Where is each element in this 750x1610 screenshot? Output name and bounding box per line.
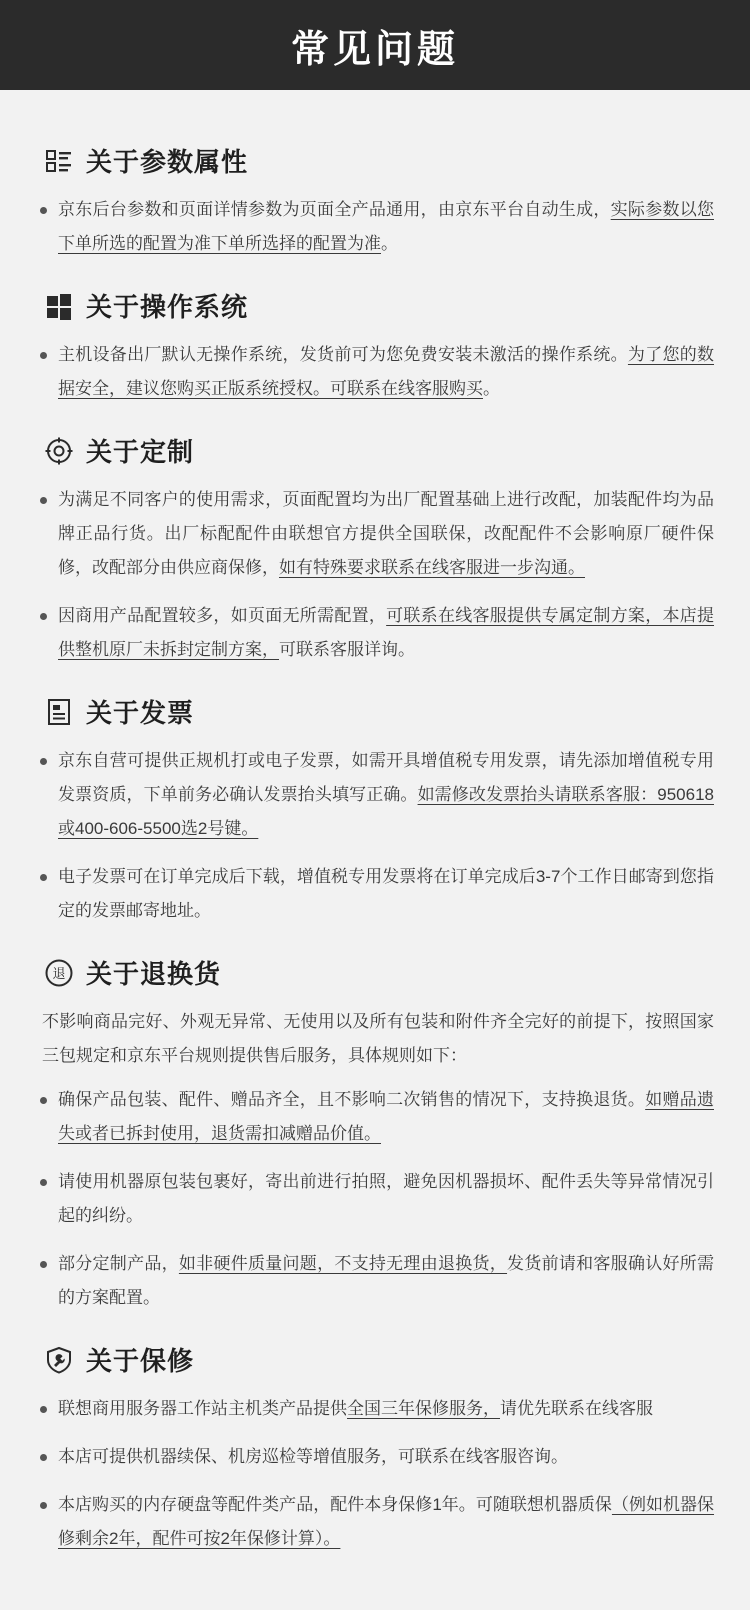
list-item — [36, 483, 714, 585]
windows-icon — [44, 291, 74, 321]
faq-section — [36, 142, 714, 261]
emphasis-text: 如有特殊要求联系在线客服进一步沟通。 — [279, 558, 585, 577]
body-text: 主机设备出厂默认无操作系统，发货前可为您免费安装未激活的操作系统。 — [58, 345, 628, 364]
section-title: 关于操作系统 — [86, 292, 249, 322]
body-text: 为满足不同客户的使用需求，页面配置均为出厂配置基础上进行改配，加装配件均为品牌正品行货。出厂标配配件由联想官方提供全国联保，改配配件不会影响原厂硬件保修，改配部分由供应商保修， — [58, 490, 714, 577]
section-title: 关于退换货 — [86, 959, 222, 989]
bullet-list — [36, 1083, 714, 1315]
emphasis-text: 如需修改发票抬头请联系客服：950618或400-606-5500选2号键。 — [58, 785, 714, 838]
list-item — [36, 1488, 714, 1556]
list-check-icon — [44, 146, 74, 176]
list-item — [36, 1083, 714, 1151]
faq-section — [36, 1341, 714, 1556]
section-title: 关于定制 — [86, 437, 195, 467]
list-item — [36, 744, 714, 846]
body-text: 。 — [381, 234, 398, 253]
body-text: 可联系客服详询。 — [279, 640, 415, 659]
bullet-list — [36, 338, 714, 406]
list-item — [36, 599, 714, 667]
return-icon — [44, 958, 74, 988]
list-item — [36, 1392, 714, 1426]
body-text: 本店可提供机器续保、机房巡检等增值服务，可联系在线客服咨询。 — [58, 1447, 568, 1466]
faq-content — [0, 90, 750, 1610]
list-item — [36, 1165, 714, 1233]
body-text: 确保产品包装、配件、赠品齐全，且不影响二次销售的情况下，支持换退货。 — [58, 1090, 646, 1109]
body-text: 请优先联系在线客服 — [500, 1399, 653, 1418]
emphasis-text: 如赠品遗失或者已拆封使用，退货需扣减赠品价值。 — [58, 1090, 714, 1143]
section-header — [44, 142, 714, 179]
section-title: 关于参数属性 — [86, 147, 249, 177]
body-text: 联想商用服务器工作站主机类产品提供 — [58, 1399, 347, 1418]
list-item — [36, 860, 714, 928]
bullet-list — [36, 744, 714, 928]
faq-section — [36, 287, 714, 406]
list-item — [36, 1440, 714, 1474]
body-text: 因商用产品配置较多，如页面无所需配置， — [58, 606, 387, 625]
bullet-list — [36, 193, 714, 261]
faq-section — [36, 432, 714, 667]
body-text: 京东自营可提供正规机打或电子发票，如需开具增值税专用发票，请先添加增值税专用发票资质，下单前务必确认发票抬头填写正确。 — [58, 751, 714, 804]
body-text: 京东后台参数和页面详情参数为页面全产品通用，由京东平台自动生成， — [58, 200, 611, 219]
invoice-icon — [44, 697, 74, 727]
section-header — [44, 954, 714, 991]
page-title: 常见问题 — [290, 28, 459, 71]
section-header — [44, 693, 714, 730]
emphasis-text: 实际参数以您下单所选的配置为准下单所选择的配置为准 — [58, 200, 715, 253]
faq-section — [36, 954, 714, 1315]
gear-target-icon — [44, 436, 74, 466]
emphasis-text: （例如机器保修剩余2年，配件可按2年保修计算）。 — [58, 1495, 715, 1548]
list-item — [36, 193, 714, 261]
body-text: 发货前请和客服确认好所需的方案配置。 — [58, 1254, 715, 1307]
page-header — [0, 0, 750, 90]
section-title: 关于发票 — [86, 698, 195, 728]
list-item — [36, 338, 714, 406]
faq-section — [36, 693, 714, 928]
svg-text:退: 退 — [52, 966, 66, 982]
list-item — [36, 1247, 714, 1315]
bullet-list — [36, 483, 714, 667]
emphasis-text: 如非硬件质量问题，不支持无理由退换货， — [178, 1254, 508, 1273]
shield-wrench-icon — [44, 1345, 74, 1375]
body-text: 本店购买的内存硬盘等配件类产品，配件本身保修1年。可随联想机器质保 — [58, 1495, 612, 1514]
body-text: 。 — [483, 379, 500, 398]
emphasis-text: 可联系在线客服提供专属定制方案，本店提供整机原厂未拆封定制方案， — [58, 606, 715, 659]
body-text: 部分定制产品， — [58, 1254, 179, 1273]
bullet-list — [36, 1392, 714, 1556]
section-header — [44, 1341, 714, 1378]
body-text: 电子发票可在订单完成后下载，增值税专用发票将在订单完成后3-7个工作日邮寄到您指定的发票邮寄地址。 — [58, 867, 714, 920]
section-intro: 不影响商品完好、外观无异常、无使用以及所有包装和附件齐全完好的前提下，按照国家三包规定和京东平台规则提供售后服务，具体规则如下： — [42, 1012, 714, 1065]
emphasis-text: 为了您的数据安全，建议您购买正版系统授权。可联系在线客服购买 — [58, 345, 715, 398]
body-text: 请使用机器原包装包裹好，寄出前进行拍照，避免因机器损坏、配件丢失等异常情况引起的纠纷。 — [58, 1172, 714, 1225]
section-header — [44, 287, 714, 324]
section-title: 关于保修 — [86, 1346, 195, 1376]
section-header — [44, 432, 714, 469]
emphasis-text: 全国三年保修服务， — [347, 1399, 500, 1418]
